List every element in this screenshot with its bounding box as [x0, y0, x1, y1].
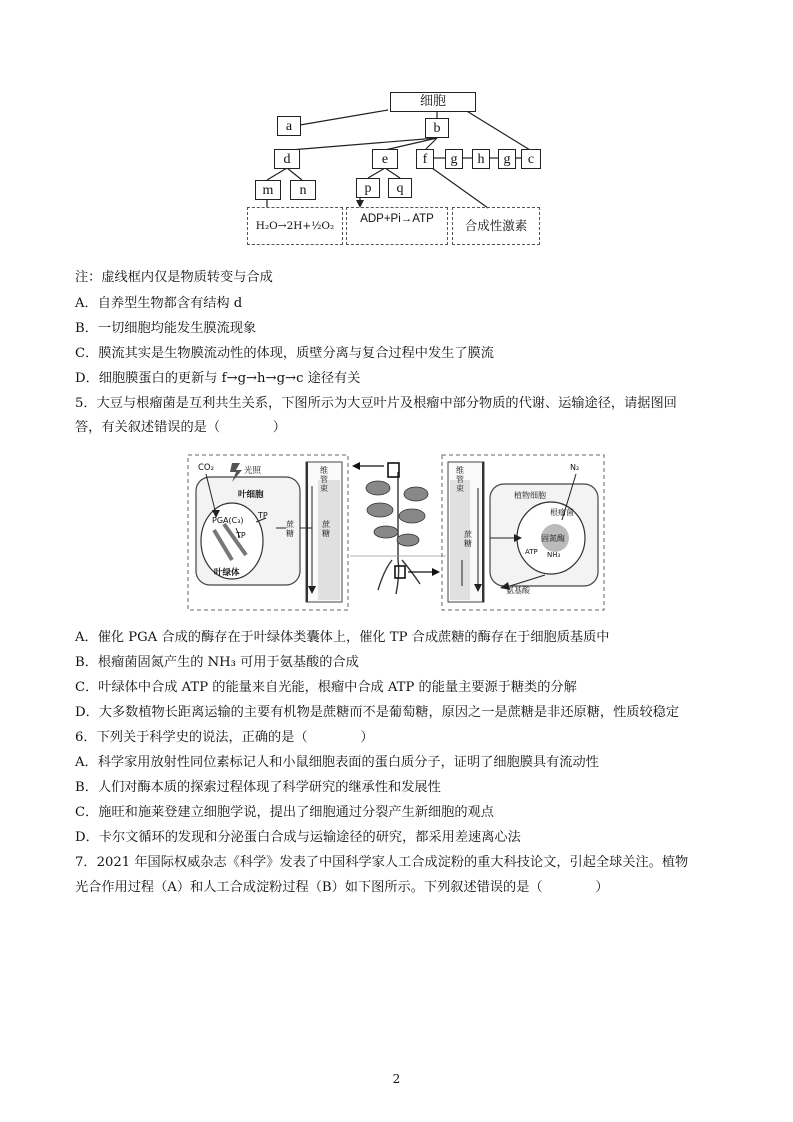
page-number: 2	[392, 1072, 401, 1086]
label-light: 光照	[244, 466, 262, 476]
label-n2: N₂	[570, 463, 580, 472]
node-e: e	[372, 149, 398, 169]
label-sucrose-vascular-right: 蔗糖	[464, 530, 472, 548]
q4-option-d: D．细胞膜蛋白的更新与 f→g→h→g→c 途径有关	[75, 371, 361, 386]
label-co2: CO₂	[198, 463, 215, 473]
node-g1: g	[445, 149, 463, 169]
label-pga: PGA(C₃)	[212, 516, 244, 525]
label-nitrogenase: 固氮酶	[541, 534, 565, 543]
node-h: h	[472, 149, 490, 169]
q6-option-b: B．人们对酶本质的探索过程体现了科学研究的继承性和发展性	[75, 780, 441, 795]
node-g2: g	[498, 149, 516, 169]
q5-stem-line1: 5．大豆与根瘤菌是互利共生关系，下图所示为大豆叶片及根瘤中部分物质的代谢、运输途径，请据图回	[75, 396, 677, 411]
dash-box-sex-hormone: 合成性激素	[452, 207, 540, 245]
q6-option-c: C．施旺和施莱登建立细胞学说，提出了细胞通过分裂产生新细胞的观点	[75, 805, 494, 820]
label-tp-outer: TP	[258, 511, 268, 520]
node-q: q	[388, 178, 412, 198]
label-sucrose-vascular-left: 蔗糖	[322, 520, 330, 538]
q5-stem-line2: 答，有关叙述错误的是（ ）	[75, 420, 286, 435]
label-tp-inner: TP	[236, 531, 246, 540]
node-c: c	[521, 149, 541, 169]
label-rhizobia: 根瘤菌	[550, 508, 574, 517]
q4-option-a: A．自养型生物都含有结构 d	[75, 296, 243, 311]
label-sucrose-leaf: 蔗糖	[286, 520, 294, 538]
label-vascular-left: 维管束	[320, 466, 328, 493]
q6-stem: 6．下列关于科学史的说法，正确的是（ ）	[75, 730, 374, 745]
q7-stem-line2: 光合作用过程（A）和人工合成淀粉过程（B）如下图所示。下列叙述错误的是（ ）	[75, 880, 609, 895]
label-plant-cell: 植物细胞	[514, 491, 546, 500]
label-atp: ATP	[525, 548, 538, 556]
q7-stem-line1: 7．2021 年国际权威杂志《科学》发表了中国科学家人工合成淀粉的重大科技论文，引起全球关注。植物	[75, 855, 689, 870]
node-f: f	[416, 149, 434, 169]
label-nh3: NH₃	[547, 551, 561, 559]
label-amino-acid: 氨基酸	[506, 586, 530, 595]
q4-option-c: C．膜流其实是生物膜流动性的体现，质壁分离与复合过程中发生了膜流	[75, 346, 494, 361]
q4-option-b: B．一切细胞均能发生膜流现象	[75, 321, 257, 336]
dash-box-atp-synthesis: ADP+Pi→ATP	[346, 207, 448, 245]
q5-option-b: B．根瘤菌固氮产生的 NH₃ 可用于氨基酸的合成	[75, 655, 359, 670]
node-n: n	[290, 180, 316, 200]
label-vascular-right: 维管束	[456, 466, 464, 493]
q4-note: 注：虚线框内仅是物质转变与合成	[75, 270, 273, 285]
q5-option-a: A．催化 PGA 合成的酶存在于叶绿体类囊体上，催化 TP 合成蔗糖的酶存在于细胞质基质中	[75, 630, 610, 645]
q5-option-c: C．叶绿体中合成 ATP 的能量来自光能，根瘤中合成 ATP 的能量主要源于糖类的分解	[75, 680, 577, 695]
q6-option-a: A．科学家用放射性同位素标记人和小鼠细胞表面的蛋白质分子，证明了细胞膜具有流动性	[75, 755, 599, 770]
node-a: a	[277, 116, 301, 136]
label-chloroplast: 叶绿体	[214, 568, 240, 578]
label-leaf-cell: 叶细胞	[238, 490, 264, 500]
node-b: b	[425, 118, 449, 138]
dash-box-water-split: H₂O→2H+½O₂	[247, 207, 343, 245]
node-p: p	[356, 178, 380, 198]
node-m: m	[255, 180, 281, 200]
node-cell: 细胞	[390, 92, 476, 112]
q5-option-d: D．大多数植物长距离运输的主要有机物是蔗糖而不是葡萄糖，原因之一是蔗糖是非还原糖，性质较稳定	[75, 705, 680, 720]
node-d: d	[274, 149, 300, 169]
q6-option-d: D．卡尔文循环的发现和分泌蛋白合成与运输途径的研究，都采用差速离心法	[75, 830, 521, 845]
